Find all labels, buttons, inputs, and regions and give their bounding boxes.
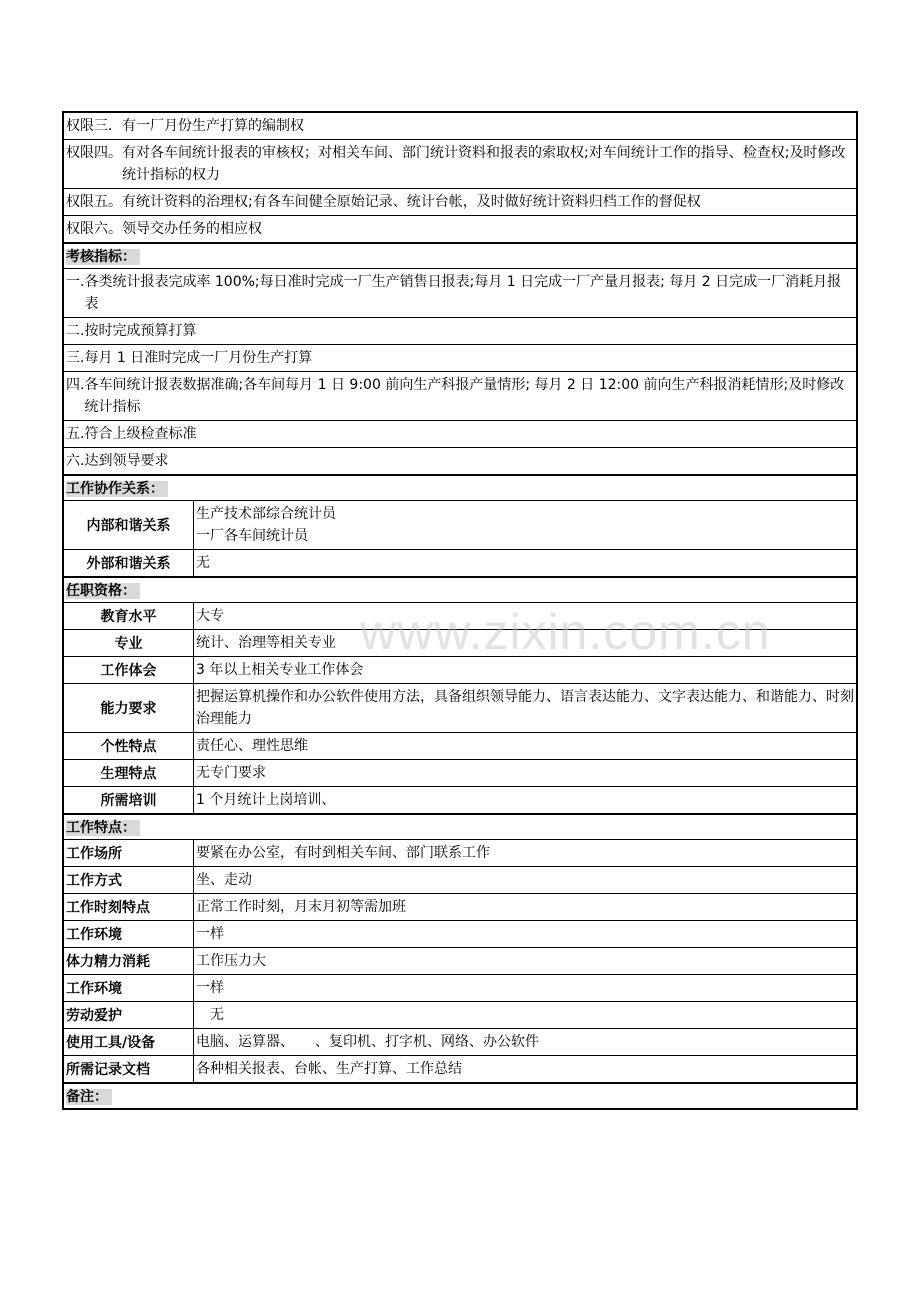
- kpi-text: 各车间统计报表数据准确;各车间每月 1 日 9:00 前向生产科报产量情形; 每月 2 日 12:00 前向生产科报消耗情形;及时修改统计指标: [84, 377, 845, 415]
- field-value: 生产技术部综合统计员: [196, 506, 336, 522]
- field-value: 把握运算机操作和办公软件使用方法，具备组织领导能力、语言表达能力、文字表达能力、和谐能力、时刻治理能力: [196, 689, 854, 727]
- kpi-section-header: [64, 242, 856, 268]
- qualification-row: [64, 759, 856, 786]
- kpi-text: 各类统计报表完成率 100%;每日准时完成一厂生产销售日报表;每月 1 日完成一厂产量月报表; 每月 2 日完成一厂消耗月报表: [84, 274, 842, 312]
- field-label: 所需记录文档: [64, 1056, 194, 1082]
- right-text: 有对各车间统计报表的审核权；对相关车间、部门统计资料和报表的索取权;对车间统计工作的指导、检查权;及时修改统计指标的权力: [122, 145, 846, 183]
- field-label: 生理特点: [64, 760, 194, 786]
- field-label: 教育水平: [64, 603, 194, 629]
- feature-row: [64, 920, 856, 947]
- kpi-text: 每月 1 日准时完成一厂月份生产打算: [84, 350, 313, 366]
- remarks-section-header: [64, 1082, 856, 1108]
- kpi-text: 达到领导要求: [84, 453, 169, 469]
- field-label: 工作方式: [64, 867, 194, 893]
- feature-row: [64, 974, 856, 1001]
- field-label: 个性特点: [64, 733, 194, 759]
- field-value: 3 年以上相关专业工作体会: [196, 662, 364, 678]
- kpi-row: [64, 268, 856, 317]
- right-prefix: 权限四。: [66, 145, 122, 161]
- feature-row: [64, 866, 856, 893]
- kpi-prefix: 一.: [66, 274, 85, 290]
- feature-row: [64, 893, 856, 920]
- field-label: 工作场所: [64, 840, 194, 866]
- field-value: 工作压力大: [196, 953, 266, 969]
- qualification-row: [64, 786, 856, 813]
- right-row: [64, 139, 856, 188]
- field-label: 工作体会: [64, 657, 194, 683]
- relations-section-header: [64, 474, 856, 500]
- kpi-prefix: 二.: [66, 323, 85, 339]
- field-label: 专业: [64, 630, 194, 656]
- field-label: 外部和谐关系: [64, 550, 194, 576]
- right-row: [64, 215, 856, 242]
- right-text: 有一厂月份生产打算的编制权: [122, 118, 304, 134]
- qualifications-section-header: [64, 576, 856, 602]
- features-section-header: [64, 813, 856, 839]
- field-value: 电脑、运算器、 、复印机、打字机、网络、办公软件: [196, 1034, 539, 1050]
- right-text: 领导交办任务的相应权: [122, 221, 262, 237]
- qualification-row: [64, 732, 856, 759]
- feature-row: [64, 839, 856, 866]
- field-label: 能力要求: [64, 684, 194, 732]
- field-value: 坐、走动: [196, 872, 252, 888]
- right-row: [64, 188, 856, 215]
- kpi-text: 符合上级检查标准: [84, 426, 197, 442]
- internal-relations-row: [64, 500, 856, 549]
- field-value: 统计、治理等相关专业: [196, 635, 336, 651]
- field-value: 一厂各车间统计员: [196, 528, 308, 544]
- field-label: 内部和谐关系: [64, 501, 194, 549]
- field-label: 所需培训: [64, 787, 194, 813]
- right-prefix: 权限五。: [66, 194, 122, 210]
- job-description-table: [62, 111, 858, 1110]
- right-prefix: 权限六。: [66, 221, 122, 237]
- feature-row: [64, 1028, 856, 1055]
- field-value: 1 个月统计上岗培训、: [196, 792, 336, 808]
- field-label: 体力精力消耗: [64, 948, 194, 974]
- right-prefix: 权限三．: [66, 118, 122, 134]
- kpi-row: [64, 420, 856, 447]
- field-value: 无专门要求: [196, 765, 266, 781]
- feature-row: [64, 1001, 856, 1028]
- section-title: 工作协作关系：: [66, 481, 168, 497]
- external-relations-row: [64, 549, 856, 576]
- field-label: 工作环境: [64, 975, 194, 1001]
- field-value: 一样: [196, 926, 224, 942]
- feature-row: [64, 947, 856, 974]
- field-value: 要紧在办公室，有时到相关车间、部门联系工作: [196, 845, 490, 861]
- field-value: 各种相关报表、台帐、生产打算、工作总结: [196, 1061, 462, 1077]
- kpi-prefix: 六.: [66, 453, 85, 469]
- right-text: 有统计资料的治理权;有各车间健全原始记录、统计台帐，及时做好统计资料归档工作的督促权: [122, 194, 701, 210]
- watermark: www.zixin.com.cn: [360, 604, 771, 660]
- qualification-row: [64, 602, 856, 629]
- field-value: 大专: [196, 608, 224, 624]
- qualification-row: [64, 683, 856, 732]
- kpi-prefix: 三.: [66, 350, 85, 366]
- kpi-row: [64, 317, 856, 344]
- section-title: 工作特点：: [66, 820, 140, 836]
- field-value: 一样: [196, 980, 224, 996]
- field-value: 正常工作时刻，月末月初等需加班: [196, 899, 406, 915]
- kpi-row: [64, 371, 856, 420]
- kpi-text: 按时完成预算打算: [84, 323, 197, 339]
- qualification-row: [64, 656, 856, 683]
- field-value: 无: [196, 555, 210, 571]
- section-title: 任职资格：: [66, 583, 140, 599]
- section-title: 备注：: [66, 1089, 112, 1105]
- feature-row: [64, 1055, 856, 1082]
- kpi-prefix: 四.: [66, 377, 85, 393]
- field-value: 无: [210, 1007, 224, 1023]
- field-label: 劳动爱护: [64, 1002, 194, 1028]
- field-label: 工作时刻特点: [64, 894, 194, 920]
- kpi-prefix: 五.: [66, 426, 85, 442]
- field-label: 使用工具/设备: [64, 1029, 194, 1055]
- section-title: 考核指标：: [66, 249, 140, 265]
- field-value: 责任心、理性思维: [196, 738, 308, 754]
- kpi-row: [64, 344, 856, 371]
- qualification-row: [64, 629, 856, 656]
- field-label: 工作环境: [64, 921, 194, 947]
- right-row: [64, 113, 856, 139]
- kpi-row: [64, 447, 856, 474]
